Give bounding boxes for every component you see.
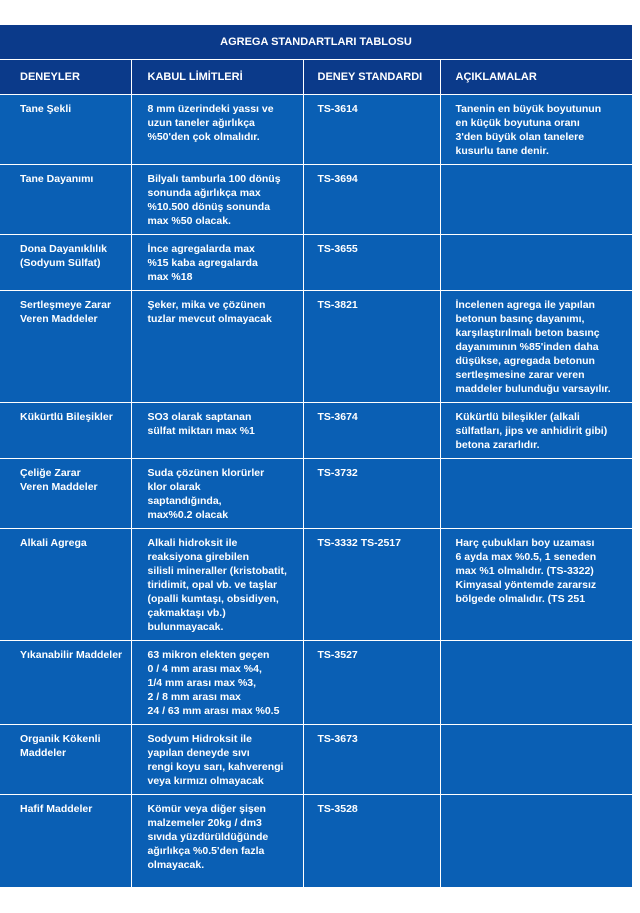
cell-notes: Kükürtlü bileşikler (alkali sülfatları, jips ve anhidirit gibi) betona zararlıdır.	[440, 403, 632, 459]
cell-standard: TS-3674	[303, 403, 440, 459]
cell-limits: Şeker, mika ve çözünen tuzlar mevcut olmayacak	[131, 291, 303, 403]
cell-notes	[440, 165, 632, 235]
table-row	[0, 795, 632, 889]
header-limits: KABUL LİMİTLERİ	[131, 60, 303, 95]
cell-limits: Alkali hidroksit ile reaksiyona girebilen silisli mineraller (kristobatit, tiridimit, opal vb. ve taşlar (opalli kumtaşı, obsidiyen, çakmaktaşı vb.) bulunmayacak.	[131, 529, 303, 641]
table-row	[0, 641, 632, 725]
cell-limits: Bilyalı tamburla 100 dönüş sonunda ağırlıkça max %10.500 dönüş sonunda max %50 olacak.	[131, 165, 303, 235]
cell-limits: Suda çözünen klorürler klor olarak saptandığında, max%0.2 olacak	[131, 459, 303, 529]
table-row	[0, 529, 632, 641]
cell-test: Tane Şekli	[0, 95, 131, 165]
cell-test: Tane Dayanımı	[0, 165, 131, 235]
cell-standard: TS-3528	[303, 795, 440, 889]
cell-notes	[440, 459, 632, 529]
header-row	[0, 60, 632, 95]
cell-standard: TS-3614	[303, 95, 440, 165]
aggregate-standards-table	[0, 60, 632, 889]
standards-table-panel	[0, 25, 632, 887]
table-row	[0, 459, 632, 529]
header-notes: AÇIKLAMALAR	[440, 60, 632, 95]
cell-limits: Sodyum Hidroksit ile yapılan deneyde sıvı rengi koyu sarı, kahverengi veya kırmızı olmayacak	[131, 725, 303, 795]
cell-limits: 63 mikron elekten geçen 0 / 4 mm arası max %4, 1/4 mm arası max %3, 2 / 8 mm arası max 24 / 63 mm arası max %0.5	[131, 641, 303, 725]
cell-test: Organik Kökenli Maddeler	[0, 725, 131, 795]
cell-standard: TS-3527	[303, 641, 440, 725]
header-standard: DENEY STANDARDI	[303, 60, 440, 95]
cell-limits: 8 mm üzerindeki yassı ve uzun taneler ağırlıkça %50'den çok olmalıdır.	[131, 95, 303, 165]
table-row	[0, 235, 632, 291]
table-row	[0, 291, 632, 403]
table-title: AGREGA STANDARTLARI TABLOSU	[0, 25, 632, 60]
cell-standard: TS-3655	[303, 235, 440, 291]
cell-limits: SO3 olarak saptanan sülfat miktarı max %1	[131, 403, 303, 459]
cell-test: Yıkanabilir Maddeler	[0, 641, 131, 725]
cell-test: Sertleşmeye Zarar Veren Maddeler	[0, 291, 131, 403]
cell-notes: Tanenin en büyük boyutunun en küçük boyutuna oranı 3'den büyük olan tanelere kusurlu tane denir.	[440, 95, 632, 165]
cell-standard: TS-3732	[303, 459, 440, 529]
cell-limits: Kömür veya diğer şişen malzemeler 20kg / dm3 sıvıda yüzdürüldüğünde ağırlıkça %0.5'den fazla olmayacak.	[131, 795, 303, 889]
table-row	[0, 95, 632, 165]
table-row	[0, 725, 632, 795]
table-row	[0, 403, 632, 459]
table-row	[0, 165, 632, 235]
cell-test: Kükürtlü Bileşikler	[0, 403, 131, 459]
cell-standard: TS-3821	[303, 291, 440, 403]
cell-test: Dona Dayanıklılık (Sodyum Sülfat)	[0, 235, 131, 291]
cell-test: Alkali Agrega	[0, 529, 131, 641]
cell-notes: Harç çubukları boy uzaması 6 ayda max %0.5, 1 seneden max %1 olmalıdır. (TS-3322) Kimyasal yöntemde zararsız bölgede olmalıdır. (TS 251	[440, 529, 632, 641]
cell-standard: TS-3694	[303, 165, 440, 235]
cell-test: Hafif Maddeler	[20, 803, 93, 815]
cell-notes	[440, 235, 632, 291]
cell-test: Çeliğe Zarar Veren Maddeler	[0, 459, 131, 529]
cell-standard: TS-3332 TS-2517	[303, 529, 440, 641]
cell-notes	[440, 795, 632, 889]
header-tests: DENEYLER	[0, 60, 131, 95]
cell-notes	[440, 725, 632, 795]
cell-notes: İncelenen agrega ile yapılan betonun basınç dayanımı, karşılaştırılmalı beton basınç dayanımının %85'inden daha düşükse, agregada betonun sertleşmesine zarar veren maddeler bulunduğu varsayılır.	[440, 291, 632, 403]
cell-standard: TS-3673	[303, 725, 440, 795]
cell-notes	[440, 641, 632, 725]
cell-limits: İnce agregalarda max %15 kaba agregalarda max %18	[131, 235, 303, 291]
